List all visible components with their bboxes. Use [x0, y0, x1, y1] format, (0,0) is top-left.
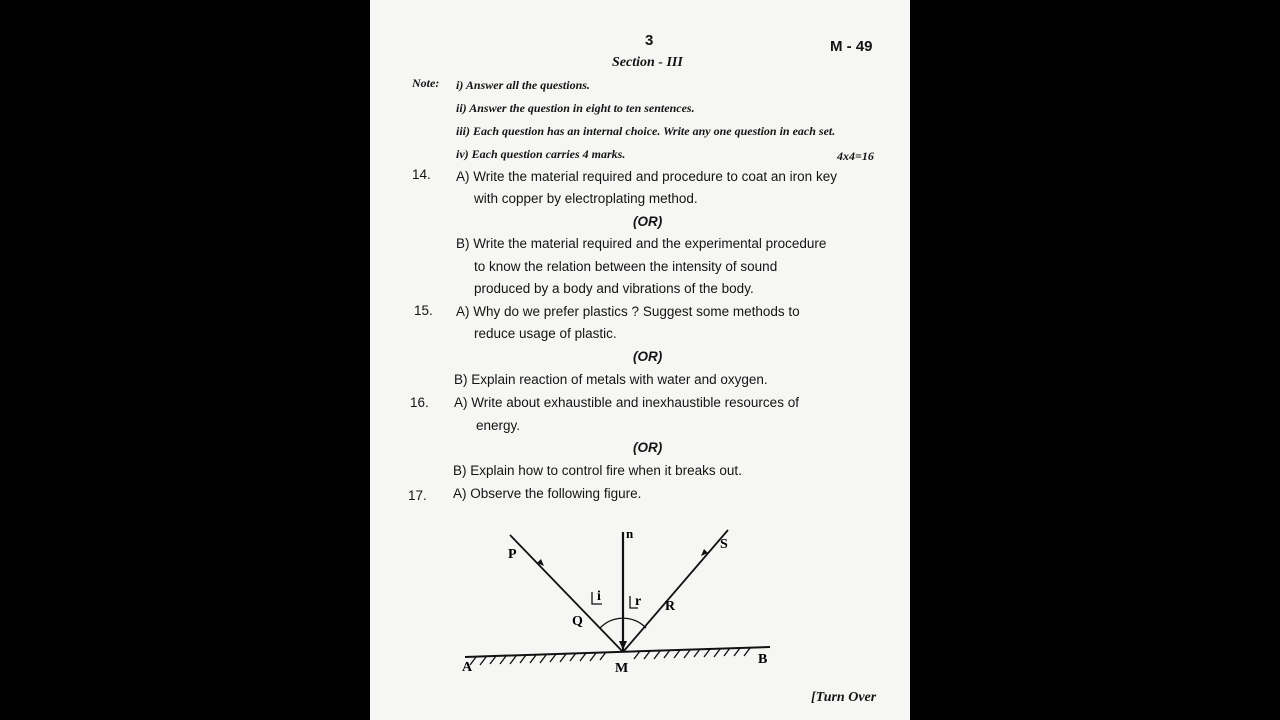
- q14-b-line-2: to know the relation between the intensity of sound: [474, 259, 778, 274]
- label-b: B: [758, 652, 768, 667]
- page-number: 3: [645, 32, 654, 49]
- turn-over: [Turn Over: [811, 690, 877, 705]
- q15-b-line-1: B) Explain reaction of metals with water and oxygen.: [454, 372, 768, 387]
- reflected-ray: [510, 535, 623, 652]
- note-item-1: i) Answer all the questions.: [456, 78, 590, 92]
- q15-a-line-1: A) Why do we prefer plastics ? Suggest some methods to: [456, 304, 800, 319]
- note-item-3: iii) Each question has an internal choice. Write any one question in each set.: [456, 124, 836, 138]
- section-title: Section - III: [612, 55, 683, 70]
- label-angle-r: r: [635, 594, 642, 609]
- q15-or: (OR): [633, 349, 663, 364]
- note-item-2: ii) Answer the question in eight to ten sentences.: [456, 101, 695, 115]
- q16-a-line-1: A) Write about exhaustible and inexhaustible resources of: [454, 395, 799, 410]
- question-number-17: 17.: [408, 488, 427, 503]
- total-marks: 4x4=16: [837, 149, 874, 163]
- exam-page: [370, 0, 910, 720]
- q15-a-line-2: reduce usage of plastic.: [474, 326, 617, 341]
- q14-a-line-1: A) Write the material required and procedure to coat an iron key: [456, 169, 837, 184]
- question-number-14: 14.: [412, 167, 431, 182]
- label-m: M: [615, 661, 629, 676]
- label-a: A: [462, 660, 473, 675]
- note-item-4: iv) Each question carries 4 marks.: [456, 147, 626, 161]
- label-p: P: [508, 547, 517, 562]
- question-number-16: 16.: [410, 395, 429, 410]
- q16-a-line-2: energy.: [476, 418, 521, 433]
- label-r: R: [665, 599, 676, 614]
- q14-or: (OR): [633, 214, 663, 229]
- q16-b-line-1: B) Explain how to control fire when it breaks out.: [453, 463, 742, 478]
- label-n: n: [626, 526, 634, 541]
- note-label: Note:: [412, 76, 440, 90]
- reflection-diagram: [450, 520, 790, 685]
- surface-hatching: [470, 648, 750, 665]
- incident-ray: [623, 530, 728, 652]
- q14-a-line-2: with copper by electroplating method.: [474, 191, 698, 206]
- question-number-15: 15.: [414, 303, 433, 318]
- label-q: Q: [572, 614, 583, 629]
- paper-code: M - 49: [830, 38, 873, 55]
- q14-b-line-3: produced by a body and vibrations of the body.: [474, 281, 754, 296]
- label-s: S: [720, 537, 728, 552]
- q17-a-line-1: A) Observe the following figure.: [453, 486, 642, 501]
- q14-b-line-1: B) Write the material required and the experimental procedure: [456, 236, 827, 251]
- q16-or: (OR): [633, 440, 663, 455]
- label-angle-i: i: [597, 589, 601, 604]
